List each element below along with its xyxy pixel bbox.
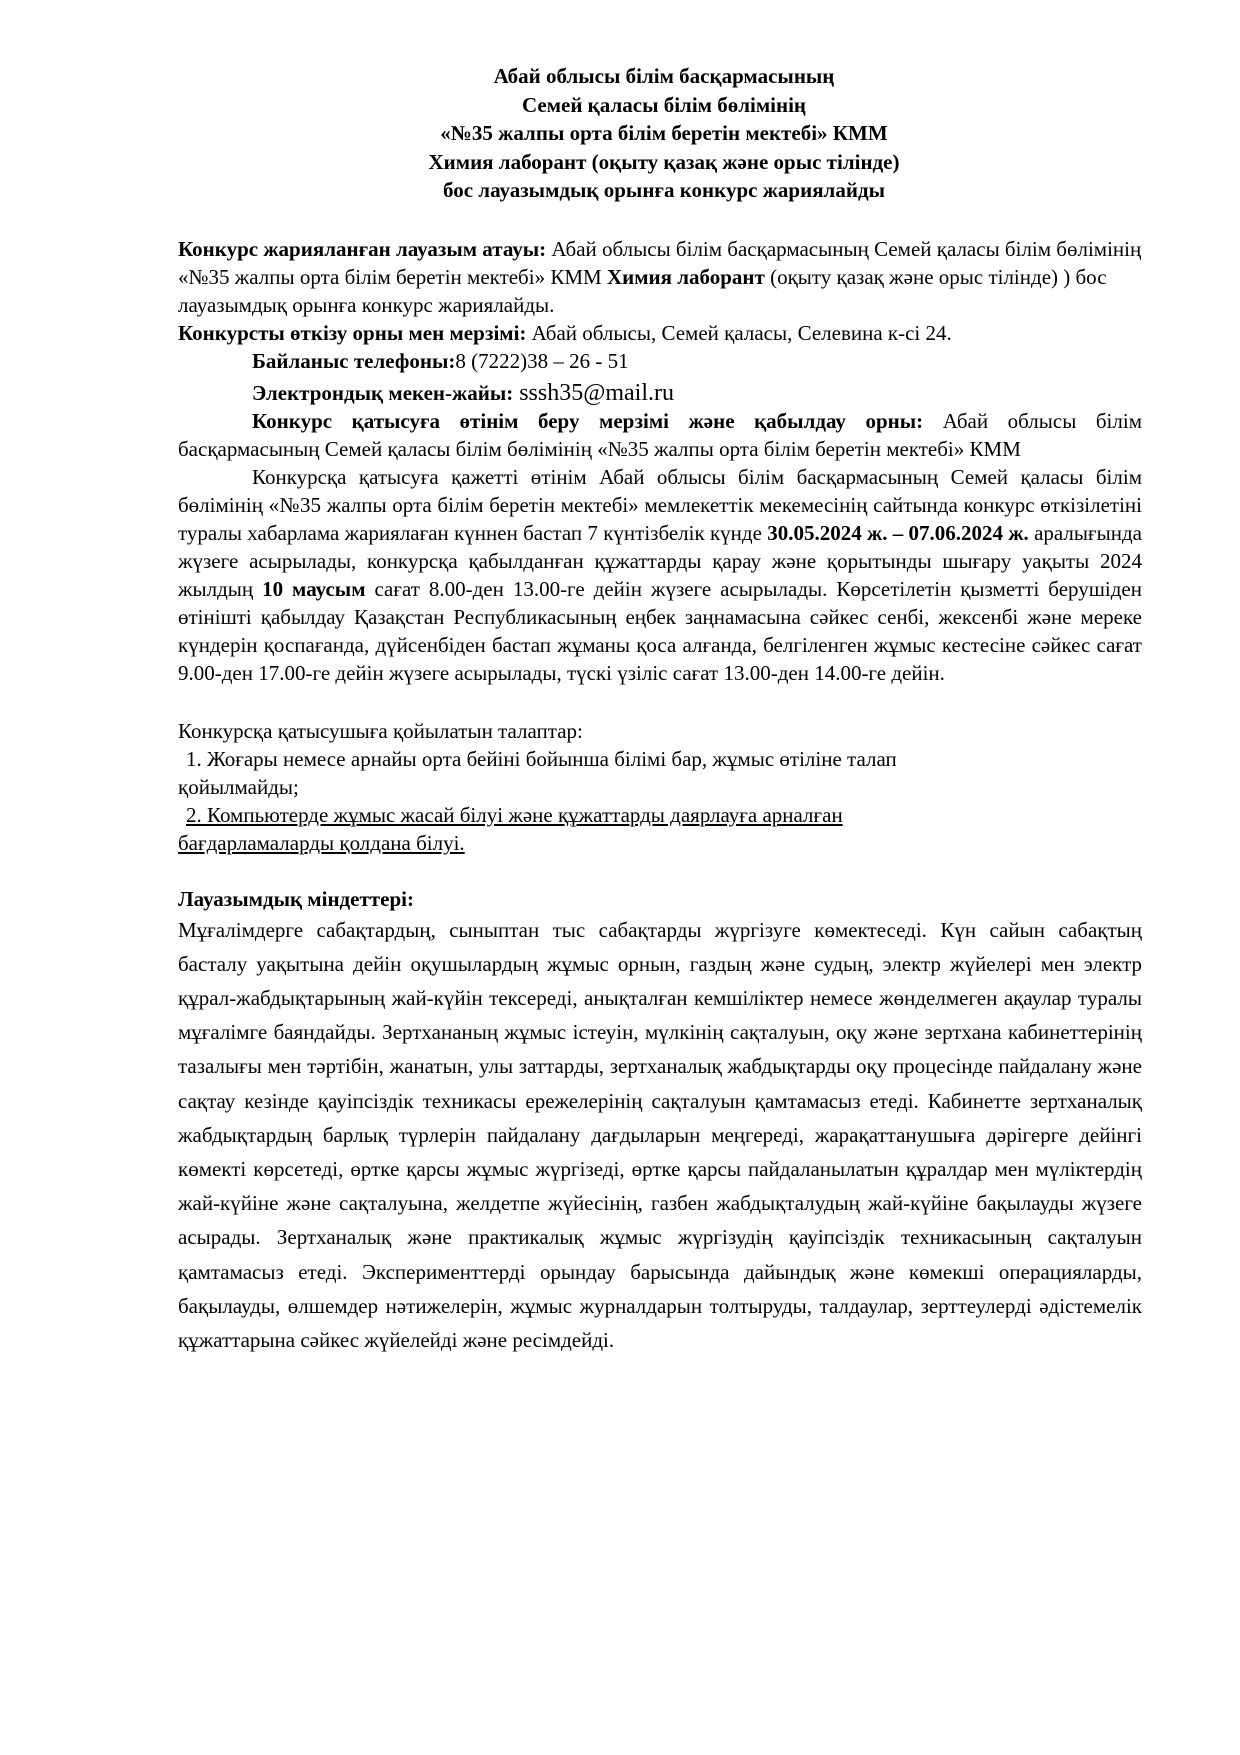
header-line-1: Абай облысы білім басқармасының bbox=[493, 64, 835, 88]
position-title: Химия лаборант bbox=[606, 264, 765, 289]
document-header bbox=[176, 62, 1142, 205]
procedure-dates: 30.05.2024 ж. – 07.06.2024 ж. bbox=[767, 520, 1029, 545]
requirement-item-1-line-2: қойылмайды; bbox=[178, 774, 299, 799]
position-text-2: (оқыту қазақ және орыс тілінде) ) бос лауазымдық орынға конкурс жариялайды. bbox=[178, 264, 1107, 317]
phone-label: Байланыс телефоны: bbox=[252, 348, 456, 373]
venue-value: Абай облысы, Семей қаласы, Селевина к-сі 24. bbox=[526, 320, 952, 345]
header-line-2: Семей қаласы білім бөлімінің bbox=[521, 92, 807, 117]
duties-title: Лауазымдық міндеттері: bbox=[178, 886, 414, 911]
position-text-1: Абай облысы білім басқармасының Семей қаласы білім бөлімінің «№35 жалпы орта білім беретін мектебі» КММ bbox=[178, 236, 1142, 289]
application-value: Абай облысы білім басқармасының Семей қаласы білім бөлімінің «№35 жалпы орта білім беретін мектебі» КММ bbox=[178, 408, 1142, 461]
application-label: Конкурс қатысуға өтінім беру мерзімі және қабылдау орны: bbox=[252, 408, 924, 433]
requirement-item-2-line-2: бағдарламаларды қолдана білуі. bbox=[178, 830, 465, 855]
venue-label: Конкурсты өткізу орны мен мерзімі: bbox=[178, 320, 527, 345]
requirement-item-1 bbox=[178, 745, 1142, 773]
header-line-3: «№35 жалпы орта білім беретін мектебі» КММ bbox=[440, 121, 888, 145]
email-label: Электрондық мекен-жайы: bbox=[252, 380, 514, 405]
requirement-item-1-line-1: 1. Жоғары немесе арнайы орта бейіні бойынша білімі бар, жұмыс өтіліне талап bbox=[186, 746, 897, 771]
requirement-item-1-cont bbox=[178, 773, 1142, 801]
application-paragraph bbox=[178, 407, 1142, 463]
header-line-5: бос лауазымдық орынға конкурс жариялайды bbox=[443, 178, 885, 202]
venue-paragraph bbox=[178, 319, 1142, 347]
header-line-4: Химия лаборант (оқыту қазақ және орыс тілінде) bbox=[428, 149, 900, 174]
email-value: sssh35@mail.ru bbox=[513, 379, 674, 406]
procedure-review-date: 10 маусым bbox=[262, 576, 366, 601]
requirement-item-2 bbox=[178, 801, 1142, 829]
phone-value: 8 (7222)38 – 26 - 51 bbox=[455, 348, 629, 373]
procedure-text-2: аралығында жүзеге асырылады, конкурсқа қабылданған құжаттарды қарау және қорытынды шығару уақыты 2024 жылдың bbox=[178, 520, 1142, 601]
position-paragraph bbox=[178, 235, 1142, 319]
requirement-item-2-cont bbox=[178, 829, 1142, 857]
phone-paragraph bbox=[178, 347, 1142, 375]
procedure-text-3: сағат 8.00-ден 13.00-ге дейін жүзеге асырылады. Көрсетілетін қызметті берушіден өтінішті қабылдау Қазақстан Республикасының еңбек заңнамасына сәйкес сенбі, жексенбі және мереке күндерін қоспағанда, дүйсенбіден бастап жұманы қоса алғанда, белгіленген жұмыс кестесіне сәйкес сағат 9.00-ден 17.00-ге дейін жүзеге асырылады, түскі үзіліс сағат 13.00-ден 14.00-ге дейін. bbox=[178, 576, 1142, 685]
email-paragraph bbox=[178, 379, 1142, 407]
requirement-item-2-line-1: 2. Компьютерде жұмыс жасай білуі және құжаттарды даярлауға арналған bbox=[186, 802, 843, 827]
requirements-title: Конкурсқа қатысушыға қойылатын талаптар: bbox=[178, 718, 583, 743]
position-label: Конкурс жарияланған лауазым атауы: bbox=[178, 236, 547, 261]
duties-text: Мұғалімдерге сабақтардың, сыныптан тыс сабақтарды жүргізуге көмектеседі. Күн сайын сабақтың басталу уақытына дейін оқушылардың жұмыс орнын, газдың және судың, электр жүйелері мен электр құрал-жабдықтарының жай-күйін тексереді, анықталған кемшіліктер немесе жөнделмеген ақаулар туралы мұғалімге баяндайды. Зертхананың жұмыс істеуін, мүлкінің сақталуын, оқу және зертхана кабинеттерінің тазалығы мен тәртібін, жанатын, улы заттарды, зертханалық жабдықтарды оқу процесінде пайдалану және сақтау кезінде қауіпсіздік техникасы ережелерінің сақталуын қамтамасыз етеді. Кабинетте зертханалық жабдықтардың барлық түрлерін пайдалану дағдыларын меңгереді, жарақаттанушыға дәрігерге дейінгі көмекті көрсетеді, өртке қарсы жұмыс жүргізеді, өртке қарсы пайдаланылатын құралдар мен мүліктердің жай-күйіне және сақталуына, желдетпе жүйесінің, газбен жабдықталудың жай-күйіне бақылауды жүзеге асырады. Зертханалық және практикалық жұмыс жүргізудің қауіпсіздік техникасының сақталуын қамтамасыз етеді. Эксперименттерді орындау барысында дайындық және көмекші операцияларды, бақылауды, өлшемдер нәтижелерін, жұмыс журналдарын толтыруды, талдаулар, зерттеулерді әдістемелік құжаттарына сәйкес жүйелейді және ресімдейді. bbox=[178, 917, 1142, 1352]
procedure-paragraph bbox=[178, 463, 1142, 687]
procedure-text-1: Конкурсқа қатысуға қажетті өтінім Абай облысы білім басқармасының Семей қаласы білім бөлімінің «№35 жалпы орта білім беретін мектебі» мемлекеттік мекемесінің сайтында конкурс өткізілетіні туралы хабарлама жариялаған күннен бастап 7 күнтізбелік күнде bbox=[178, 464, 1142, 545]
